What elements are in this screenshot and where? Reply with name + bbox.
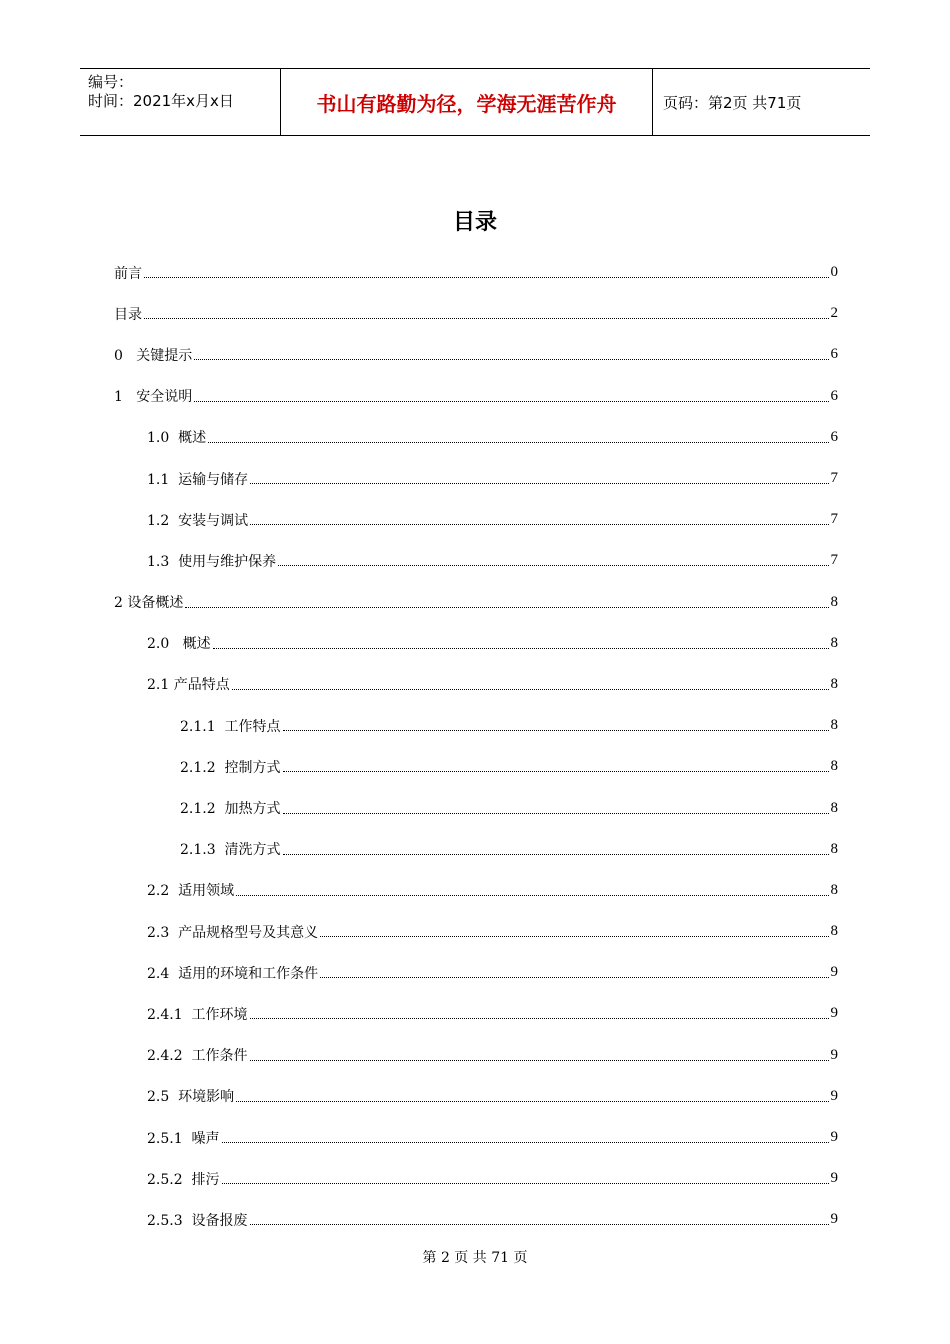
toc-entry-label: 2.4.1 工作环境 xyxy=(147,1006,248,1023)
toc-entry-label: 2.5 环境影响 xyxy=(147,1089,235,1106)
toc-leader-dots xyxy=(278,555,828,566)
toc-entry-label: 0 关键提示 xyxy=(114,347,193,364)
toc-entry[interactable] xyxy=(114,540,838,581)
toc-entry-page: 7 xyxy=(830,511,838,528)
toc-entry[interactable] xyxy=(114,705,838,746)
toc-entry[interactable] xyxy=(114,1035,838,1076)
header-motto: 书山有路勤为径，学海无涯苦作舟 xyxy=(281,69,653,135)
toc-entry-page: 9 xyxy=(830,1046,838,1063)
toc-entry[interactable] xyxy=(114,458,838,499)
toc-leader-dots xyxy=(250,1214,829,1225)
toc-entry-page: 8 xyxy=(830,634,838,651)
toc-leader-dots xyxy=(283,761,829,772)
toc-entry-label: 2.5.1 噪声 xyxy=(147,1130,220,1147)
toc-entry-page: 9 xyxy=(830,1129,838,1146)
header-page-info: 页码：第2页 共71页 xyxy=(663,93,802,112)
toc-entry-page: 8 xyxy=(830,675,838,692)
toc-leader-dots xyxy=(283,844,829,855)
toc-entry-page: 8 xyxy=(830,799,838,816)
header-meta xyxy=(80,69,281,135)
toc-entry[interactable] xyxy=(114,623,838,664)
toc-entry-page: 0 xyxy=(830,264,838,281)
toc-entry-page: 6 xyxy=(830,428,838,445)
toc-entry-label: 2.0 概述 xyxy=(147,636,211,653)
toc-leader-dots xyxy=(222,1132,829,1143)
toc-leader-dots xyxy=(213,638,829,649)
toc-entry-label: 2 设备概述 xyxy=(114,595,184,612)
toc-entry-page: 8 xyxy=(830,881,838,898)
toc-entry-page: 8 xyxy=(830,593,838,610)
toc-entry-label: 2.5.2 排污 xyxy=(147,1171,220,1188)
toc-entry[interactable] xyxy=(114,252,838,293)
toc-entry[interactable] xyxy=(114,870,838,911)
page-footer: 第 2 页 共 71 页 xyxy=(422,1250,528,1266)
time-label: 时间：2021年x月x日 xyxy=(88,92,234,110)
toc-entry-page: 6 xyxy=(830,346,838,363)
toc-entry-page: 8 xyxy=(830,923,838,940)
toc-entry-label: 2.2 适用领域 xyxy=(147,883,235,900)
toc-leader-dots xyxy=(236,1091,828,1102)
toc-leader-dots xyxy=(250,1050,829,1061)
toc-entry-label: 2.1.2 加热方式 xyxy=(180,801,281,818)
page-title: 目录 xyxy=(452,210,497,235)
toc-entry-label: 2.1.2 控制方式 xyxy=(180,759,281,776)
number-label: 编号： xyxy=(88,73,134,91)
toc-entry-label: 2.4.2 工作条件 xyxy=(147,1048,248,1065)
toc-entry-label: 2.1 产品特点 xyxy=(147,677,230,694)
toc-entry[interactable] xyxy=(114,664,838,705)
toc-leader-dots xyxy=(320,967,828,978)
toc-entry[interactable] xyxy=(114,499,838,540)
toc-entry-page: 9 xyxy=(830,964,838,981)
table-of-contents xyxy=(114,252,838,1241)
toc-entry-page: 8 xyxy=(830,758,838,775)
toc-entry[interactable] xyxy=(114,911,838,952)
toc-entry[interactable] xyxy=(114,376,838,417)
toc-leader-dots xyxy=(208,432,828,443)
toc-entry[interactable] xyxy=(114,417,838,458)
toc-entry-label: 2.4 适用的环境和工作条件 xyxy=(147,965,319,982)
toc-leader-dots xyxy=(144,267,829,278)
toc-leader-dots xyxy=(250,473,828,484)
toc-entry[interactable] xyxy=(114,829,838,870)
toc-entry[interactable] xyxy=(114,1117,838,1158)
toc-entry-page: 7 xyxy=(830,552,838,569)
toc-entry[interactable] xyxy=(114,293,838,334)
toc-entry-label: 前言 xyxy=(114,265,142,282)
toc-entry[interactable] xyxy=(114,952,838,993)
toc-entry-page: 6 xyxy=(830,387,838,404)
toc-entry-label: 2.3 产品规格型号及其意义 xyxy=(147,924,319,941)
toc-entry-label: 2.1.3 清洗方式 xyxy=(180,842,281,859)
toc-entry-page: 2 xyxy=(830,305,838,322)
toc-leader-dots xyxy=(144,308,829,319)
toc-entry-page: 8 xyxy=(830,717,838,734)
toc-leader-dots xyxy=(222,1173,829,1184)
toc-entry[interactable] xyxy=(114,746,838,787)
toc-leader-dots xyxy=(283,720,829,731)
toc-entry-label: 1 安全说明 xyxy=(114,389,193,406)
page-header xyxy=(80,68,870,136)
toc-entry-page: 8 xyxy=(830,840,838,857)
toc-leader-dots xyxy=(194,349,828,360)
toc-entry-page: 7 xyxy=(830,470,838,487)
toc-entry-label: 1.3 使用与维护保养 xyxy=(147,553,277,570)
toc-leader-dots xyxy=(250,514,828,525)
toc-entry[interactable] xyxy=(114,993,838,1034)
toc-entry[interactable] xyxy=(114,787,838,828)
toc-entry-label: 1.0 概述 xyxy=(147,430,207,447)
toc-leader-dots xyxy=(283,803,829,814)
toc-leader-dots xyxy=(250,1008,829,1019)
toc-entry-label: 目录 xyxy=(114,306,142,323)
toc-leader-dots xyxy=(185,597,828,608)
toc-leader-dots xyxy=(236,885,828,896)
toc-entry[interactable] xyxy=(114,1199,838,1240)
toc-entry[interactable] xyxy=(114,582,838,623)
toc-entry-label: 2.1.1 工作特点 xyxy=(180,718,281,735)
toc-entry-page: 9 xyxy=(830,1211,838,1228)
toc-entry[interactable] xyxy=(114,1158,838,1199)
toc-leader-dots xyxy=(320,926,828,937)
toc-entry-page: 9 xyxy=(830,1005,838,1022)
toc-entry-label: 1.1 运输与储存 xyxy=(147,471,249,488)
toc-entry[interactable] xyxy=(114,334,838,375)
toc-entry-label: 2.5.3 设备报废 xyxy=(147,1212,248,1229)
toc-entry[interactable] xyxy=(114,1076,838,1117)
toc-entry-label: 1.2 安装与调试 xyxy=(147,512,249,529)
toc-entry-page: 9 xyxy=(830,1170,838,1187)
toc-leader-dots xyxy=(194,391,828,402)
toc-leader-dots xyxy=(232,679,829,690)
toc-entry-page: 9 xyxy=(830,1087,838,1104)
